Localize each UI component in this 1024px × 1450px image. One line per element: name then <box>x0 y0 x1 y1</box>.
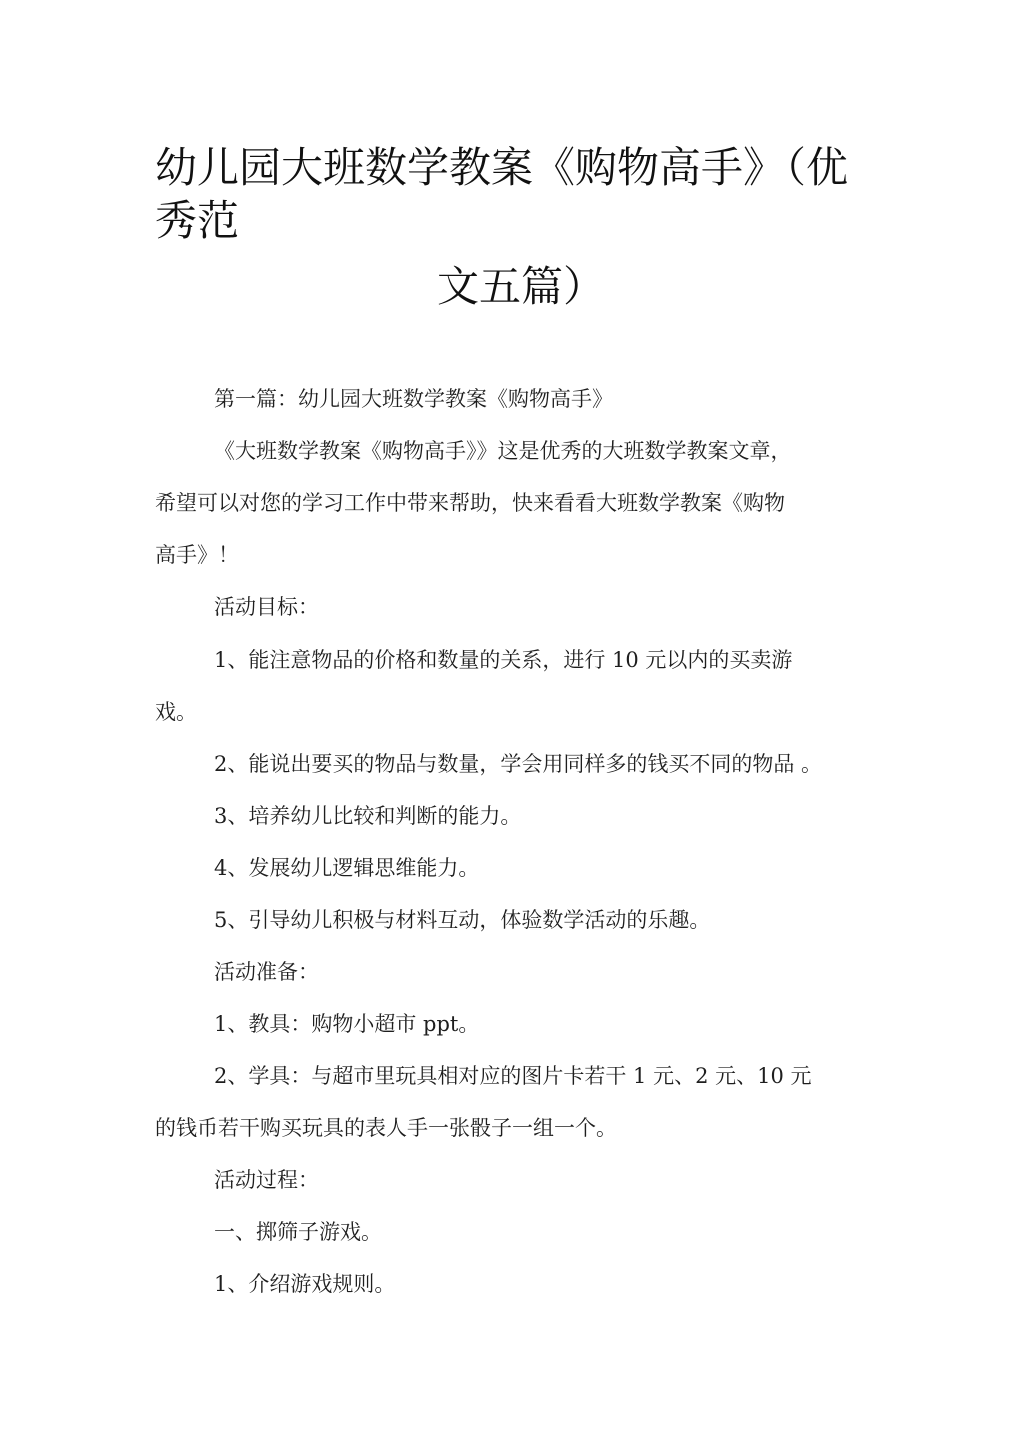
document-title-line-1: 幼儿园大班数学教案《购物高手》（优 <box>155 143 849 192</box>
list-item: 一、掷筛子游戏。 <box>214 1220 382 1244</box>
subheading-activity-preparation: 活动准备： <box>214 960 319 984</box>
subheading-activity-process: 活动过程： <box>214 1168 319 1192</box>
list-item: 4、发展幼儿逻辑思维能力。 <box>214 856 480 880</box>
document-title-line-2: 秀范 <box>155 196 240 245</box>
list-item: 1、教具：购物小超市 ppt。 <box>214 1012 480 1036</box>
list-item-continuation: 的钱币若干购买玩具的表人手一张骰子一组一个。 <box>155 1116 617 1140</box>
list-item: 1、介绍游戏规则。 <box>214 1272 396 1296</box>
list-item: 3、培养幼儿比较和判断的能力。 <box>214 804 522 828</box>
document-title-line-3: 文五篇） <box>437 262 606 311</box>
list-item: 1、能注意物品的价格和数量的关系，进行 10 元以内的买卖游 <box>214 648 793 672</box>
list-item: 2、能说出要买的物品与数量，学会用同样多的钱买不同的物品 。 <box>214 752 823 776</box>
paragraph-line: 高手》！ <box>155 543 239 567</box>
subheading-activity-goals: 活动目标： <box>214 595 319 619</box>
list-item: 5、引导幼儿积极与材料互动，体验数学活动的乐趣。 <box>214 908 711 932</box>
paragraph-line: 希望可以对您的学习工作中带来帮助，快来看看大班数学教案《购物 <box>155 491 785 515</box>
list-item-continuation: 戏。 <box>155 700 197 724</box>
list-item: 2、学具：与超市里玩具相对应的图片卡若干 1 元、2 元、10 元 <box>214 1064 812 1088</box>
paragraph-line: 《大班数学教案《购物高手》》这是优秀的大班数学教案文章， <box>214 439 792 463</box>
section-heading: 第一篇：幼儿园大班数学教案《购物高手》 <box>214 387 613 411</box>
